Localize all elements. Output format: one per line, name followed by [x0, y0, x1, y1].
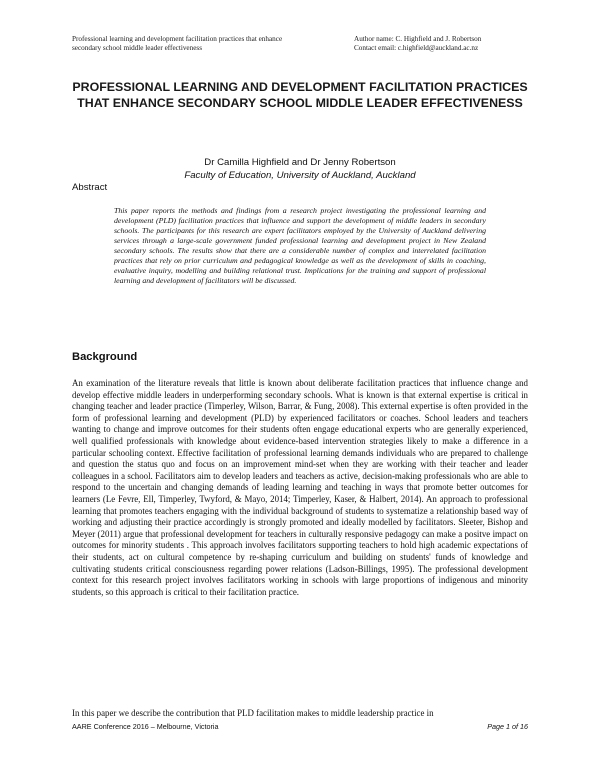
running-head-email: Contact email: c.highfield@auckland.ac.nz	[354, 44, 479, 52]
page-footer	[72, 722, 528, 734]
body-paragraph: In this paper we describe the contribution that PLD facilitation makes to middle leadership practice in	[72, 708, 434, 718]
abstract-text: This paper reports the methods and findings from a research project investigating the professional learning and development (PLD) facilitation practices that influence and support the development of middle leaders in secondary schools. The participants for this research are expert facilitators employed by the University of Auckland delivering services through a large-scale government funded professional learning and development project in New Zealand secondary schools. The results show that there are a considerable number of complex and interrelated facilitation practices that rely on prior curriculum and pedagogical knowledge as well as the development of skills in coaching, evaluative inquiry, modelling and building relational trust. Implications for the training and support of professional learning and development of facilitators will be discussed.	[114, 206, 486, 286]
running-head-contact	[354, 35, 554, 53]
section-heading-background: Background	[72, 351, 138, 363]
author-affiliation: Faculty of Education, University of Auckland, Auckland	[184, 169, 416, 181]
body-paragraph: An examination of the literature reveals that little is known about deliberate facilitation practices that influence change and develop effective middle leaders in underperforming secondary schools. What is known is that external expertise is critical in changing teacher and leader practice (Timperley, Wilson, Barrar, & Fung, 2008). This external expertise is often provided in the form of professional learning and development (PLD) by experienced facilitators or coaches. School leaders and teachers wanting to change and improve outcomes for their students often engage educational experts who are generally experienced, well qualified professionals with knowledge about evidence-based intervention strategies likely to make a difference in a particular schooling context. Effective facilitation of professional learning demands individuals who are prepared to challenge and question the status quo and focus on an improvement mind-set when they are working with their teacher and leader colleagues in a school. Facilitators aim to develop leaders and teachers as active, decision-making professionals who are able to respond to the uncertain and changing demands of leading learning and teaching in ways that promote better outcomes for learners (Le Fevre, Ell, Timperley, Twyford, & Mayo, 2014; Timperley, Kaser, & Halbert, 2014). An approach to professional learning that promotes teachers engaging with the individual background of students to systematize a relationship based way of working and adjusting their practice accordingly is strongly promoted and ideally modelled by facilitators. Sleeter, Bishop and Meyer (2011) argue that professional development for teachers in culturally responsive pedagogy can make a positve impact on outcomes for minority students . This approach involves facilitators supporting teachers to hold high academic expectations of their students, act on cultural competence by re-shaping curriculum and building on students' funds of knowledge and cultivating students critical consciousness regarding power relations (Ladson-Billings, 1995). The professional development context for this research project involves facilitators working in schools with large proportions of indigenous and minority students, so this approach is critical to their facilitation practice.	[72, 378, 528, 597]
author-block	[120, 157, 480, 182]
paper-title: PROFESSIONAL LEARNING AND DEVELOPMENT FACILITATION PRACTICES THAT ENHANCE SECONDARY SCHOOL MIDDLE LEADER EFFECTIVENESS	[72, 80, 528, 111]
author-names: Dr Camilla Highfield and Dr Jenny Robertson	[204, 157, 396, 168]
page-number: Page 1 of 16	[487, 722, 528, 731]
running-head-author: Author name: C. Highfield and J. Robertson	[354, 35, 482, 43]
abstract-heading: Abstract	[72, 182, 108, 193]
running-head-title: Professional learning and development facilitation practices that enhance secondary school middle leader effectiveness	[72, 35, 283, 52]
footer-conference: AARE Conference 2016 – Melbourne, Victoria	[72, 722, 219, 731]
